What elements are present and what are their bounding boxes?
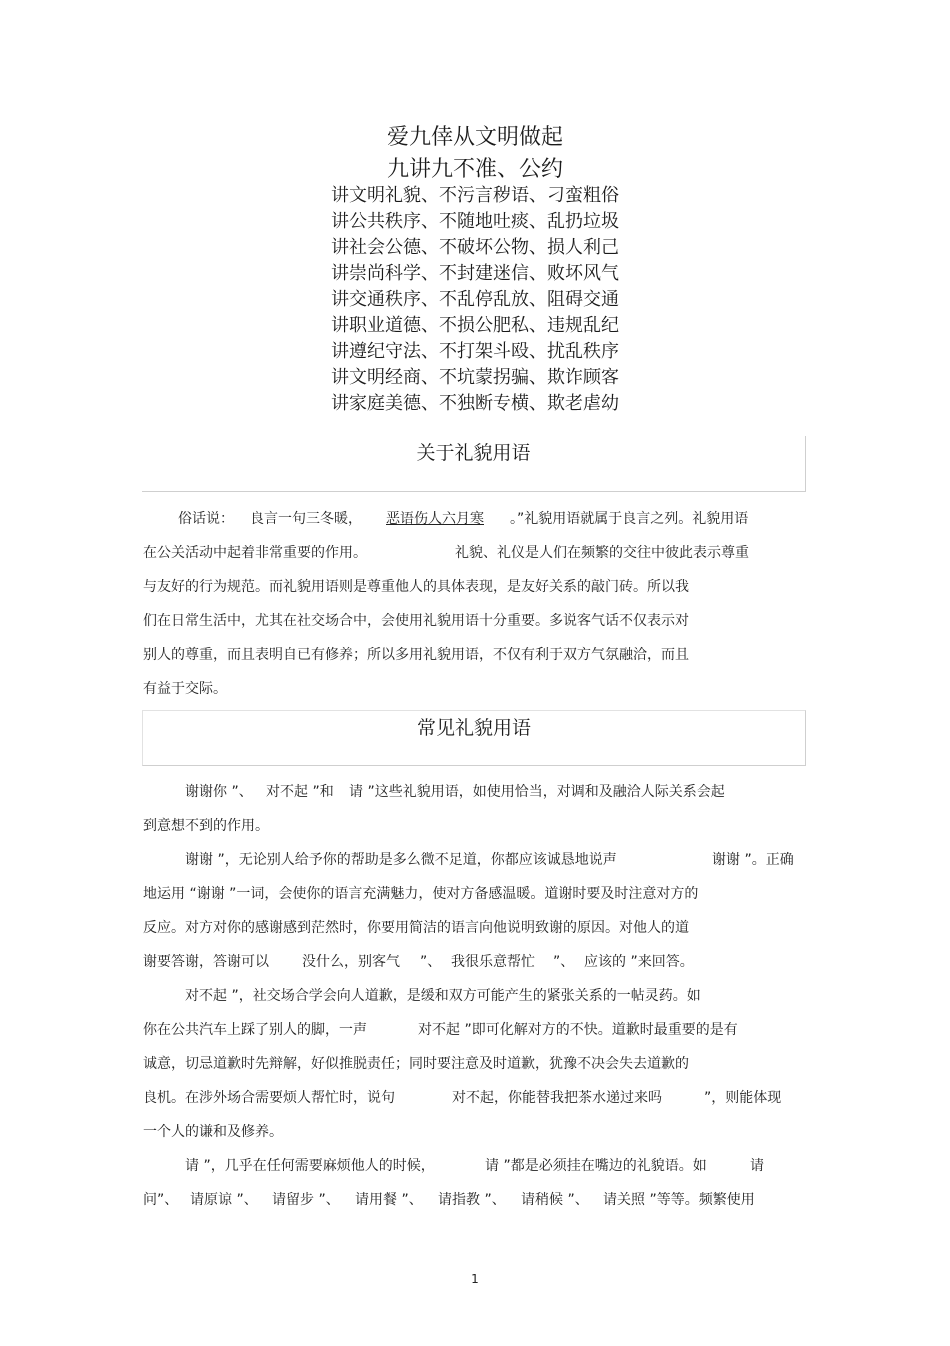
paragraph-text: 良机。在涉外场合需要烦人帮忙时，说句 <box>143 1090 395 1106</box>
paragraph-text: 对不起 ”和 <box>266 784 334 800</box>
paragraph-text: 诚意，切忌道歉时先辩解，好似推脱责任；同时要注意及时道歉，犹豫不决会失去道歉的 <box>143 1056 689 1072</box>
paragraph-text: 对不起 ”即可化解对方的不快。道歉时最重要的是有 <box>418 1022 738 1038</box>
paragraph-text: 请 ”，几乎在任何需要麻烦他人的时候， <box>185 1158 435 1174</box>
section-header-box <box>142 436 806 492</box>
rule-line: 讲文明礼貌、不污言秽语、刁蛮粗俗 <box>331 185 619 206</box>
section-heading: 关于礼貌用语 <box>416 442 531 464</box>
paragraph-text: 们在日常生活中，尤其在社交场合中，会使用礼貌用语十分重要。多说客气话不仅表示对 <box>143 613 689 629</box>
paragraph-text: 没什么，别客气 <box>302 954 400 970</box>
rule-line: 讲交通秩序、不乱停乱放、阻碍交通 <box>331 289 619 310</box>
section-heading: 常见礼貌用语 <box>416 717 531 739</box>
paragraph-text: 请留步 ”、 <box>272 1192 340 1208</box>
paragraph-text: 请用餐 ”、 <box>355 1192 423 1208</box>
rule-line: 讲文明经商、不坑蒙拐骗、欺诈顾客 <box>331 367 619 388</box>
paragraph-text: 请原谅 ”、 <box>190 1192 258 1208</box>
document-title: 爱九倖从文明做起 <box>386 125 563 150</box>
paragraph-text: 谢谢 ”。正确 <box>712 852 794 868</box>
page-number: 1 <box>471 1272 479 1286</box>
paragraph-text: 谢谢 ”，无论别人给予你的帮助是多么微不足道，你都应该诚恳地说声 <box>185 852 617 868</box>
document-subtitle: 九讲九不准、公约 <box>386 157 563 182</box>
paragraph-text: 一个人的谦和及修养。 <box>143 1124 283 1140</box>
paragraph-text: 礼貌、礼仪是人们在频繁的交往中彼此表示尊重 <box>455 545 749 561</box>
paragraph-text: 问”、 <box>143 1192 179 1208</box>
paragraph-text: 你在公共汽车上踩了别人的脚，一声 <box>143 1022 367 1038</box>
paragraph-text: ”、 <box>420 954 442 970</box>
rule-line: 讲社会公德、不破坏公物、损人利己 <box>331 237 619 258</box>
rule-line: 讲崇尚科学、不封建迷信、败坏风气 <box>331 263 619 284</box>
paragraph-text: 反应。对方对你的感谢感到茫然时，你要用简洁的语言向他说明致谢的原因。对他人的道 <box>143 920 689 936</box>
paragraph-text: 良言一句三冬暖， <box>250 511 362 527</box>
paragraph-text: 请关照 ”等等。频繁使用 <box>603 1192 755 1208</box>
paragraph-text: 在公关活动中起着非常重要的作用。 <box>143 545 367 561</box>
paragraph-text: 别人的尊重，而且表明自已有修养；所以多用礼貌用语，不仅有利于双方气氛融洽，而且 <box>143 647 689 663</box>
paragraph-text: 请 <box>750 1158 764 1174</box>
paragraph-text: 应该的 ”来回答。 <box>584 954 694 970</box>
paragraph-text: 请指教 ”、 <box>438 1192 506 1208</box>
paragraph-text: 。”礼貌用语就属于良言之列。礼貌用语 <box>510 511 749 527</box>
section-header-box <box>142 710 806 766</box>
paragraph-text: 我很乐意帮忙 <box>451 954 535 970</box>
paragraph-text: 与友好的行为规范。而礼貌用语则是尊重他人的具体表现，是友好关系的敲门砖。所以我 <box>143 579 689 595</box>
paragraph-text: 对不起 ”，社交场合学会向人道歉，是缓和双方可能产生的紧张关系的一帖灵药。如 <box>185 988 701 1004</box>
paragraph-text: 地运用 “谢谢 ”一词，会使你的语言充满魅力，使对方备感温暖。道谢时要及时注意对方的 <box>143 886 699 902</box>
paragraph-text: 俗话说： <box>178 511 234 527</box>
paragraph-text: 请稍候 ”、 <box>521 1192 589 1208</box>
paragraph-text: ”、 <box>553 954 575 970</box>
paragraph-text: 对不起，你能替我把茶水递过来吗 <box>452 1090 662 1106</box>
paragraph-text: 谢要答谢，答谢可以 <box>143 954 269 970</box>
rule-line: 讲家庭美德、不独断专横、欺老虐幼 <box>331 393 619 414</box>
paragraph-text: 请 ”这些礼貌用语，如使用恰当，对调和及融洽人际关系会起 <box>349 784 725 800</box>
rule-line: 讲遵纪守法、不打架斗殴、扰乱秩序 <box>331 341 619 362</box>
rule-line: 讲公共秩序、不随地吐痰、乱扔垃圾 <box>331 211 619 232</box>
paragraph-text: 到意想不到的作用。 <box>143 818 269 834</box>
underlined-quote: 恶语伤人六月寒 <box>386 511 484 527</box>
paragraph-text: ”，则能体现 <box>704 1090 782 1106</box>
paragraph-text: 请 ”都是必须挂在嘴边的礼貌语。如 <box>485 1158 707 1174</box>
paragraph-text: 有益于交际。 <box>143 681 227 697</box>
paragraph-text: 谢谢你 ”、 <box>185 784 253 800</box>
rule-line: 讲职业道德、不损公肥私、违规乱纪 <box>331 315 619 336</box>
